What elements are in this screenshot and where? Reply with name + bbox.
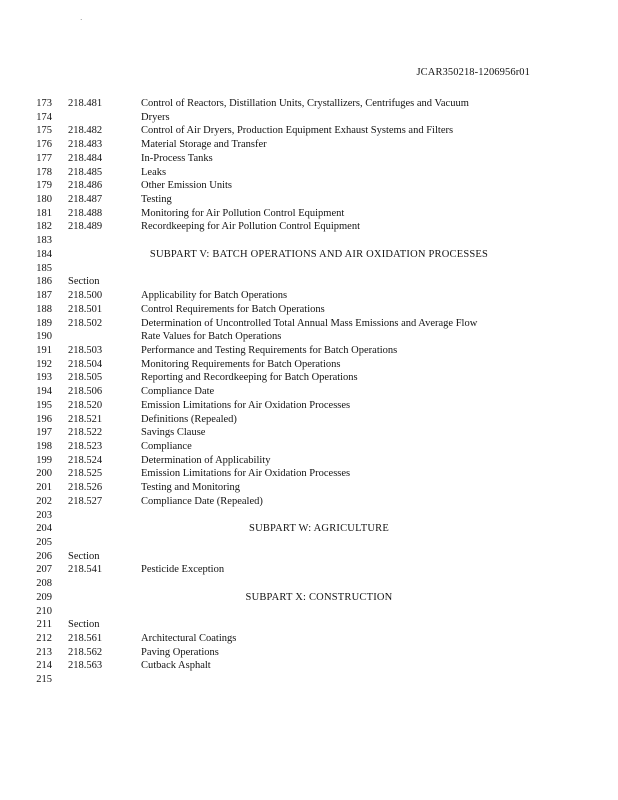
section-title: Control Requirements for Batch Operations: [141, 303, 325, 315]
document-line: [0, 467, 618, 481]
document-line: [0, 659, 618, 673]
line-number: 200: [36, 468, 52, 480]
section-number: 218.526: [68, 482, 103, 494]
section-title: Monitoring for Air Pollution Control Equipment: [141, 207, 345, 219]
section-number: 218.524: [68, 454, 103, 466]
line-number: 189: [36, 317, 52, 329]
section-number: 218.563: [68, 660, 103, 672]
document-line: [0, 509, 618, 523]
document-line: [0, 618, 618, 632]
section-title: Savings Clause: [141, 427, 206, 439]
line-number: 207: [36, 564, 52, 576]
section-title: Testing: [141, 194, 172, 206]
line-number: 208: [36, 578, 52, 590]
line-number: 215: [36, 674, 52, 686]
section-title: Material Storage and Transfer: [141, 139, 267, 151]
section-title: Control of Reactors, Distillation Units, Crystallizers, Centrifuges and Vacuum: [141, 98, 469, 109]
line-number: 198: [36, 440, 52, 452]
line-number: 190: [36, 331, 52, 343]
section-number: 218.521: [68, 413, 103, 425]
document-line: [0, 179, 618, 193]
document-line: [0, 138, 618, 152]
line-number: 212: [36, 633, 52, 645]
section-title: Emission Limitations for Air Oxidation Processes: [141, 399, 351, 411]
section-number: 218.487: [68, 194, 103, 206]
section-number: 218.501: [68, 303, 103, 315]
document-line: [0, 193, 618, 207]
line-number: 204: [36, 523, 52, 535]
line-number: 211: [36, 619, 52, 631]
section-title: Cutback Asphalt: [141, 660, 211, 672]
line-number: 178: [36, 166, 52, 178]
document-line: [0, 344, 618, 358]
section-title: Recordkeeping for Air Pollution Control Equipment: [141, 221, 361, 233]
document-line: [0, 152, 618, 166]
document-line: [0, 440, 618, 454]
line-number: 182: [36, 221, 52, 233]
document-line: [0, 371, 618, 385]
section-title: Architectural Coatings: [141, 633, 237, 645]
document-line: [0, 317, 618, 331]
subpart-heading: SUBPART X: CONSTRUCTION: [245, 591, 393, 603]
line-number: 197: [36, 427, 52, 439]
section-number: 218.525: [68, 468, 103, 480]
section-title: Control of Air Dryers, Production Equipment Exhaust Systems and Filters: [141, 125, 454, 137]
document-line: [0, 522, 618, 536]
document-line: [0, 248, 618, 262]
section-number: 218.483: [68, 139, 103, 151]
document-line: [0, 673, 618, 687]
line-number: 214: [36, 660, 52, 672]
section-label: Section: [68, 550, 100, 562]
section-title: Testing and Monitoring: [141, 482, 241, 494]
document-line: [0, 454, 618, 468]
line-number: 205: [36, 537, 52, 548]
section-title: Performance and Testing Requirements for Batch Operations: [141, 344, 398, 356]
line-number: 206: [36, 550, 52, 562]
document-line: [0, 577, 618, 591]
scan-speck: ·: [80, 16, 83, 24]
line-number: 188: [36, 303, 52, 315]
section-title: Leaks: [141, 166, 167, 178]
section-title: Paving Operations: [141, 646, 219, 658]
section-title: Definitions (Repealed): [141, 413, 237, 425]
section-title: Dryers: [141, 111, 170, 123]
line-number: 176: [36, 139, 52, 151]
document-line: [0, 413, 618, 427]
document-line: [0, 563, 618, 577]
section-number: 218.541: [68, 564, 103, 576]
document-line: [0, 166, 618, 180]
section-number: 218.504: [68, 358, 103, 370]
document-id: JCAR350218-1206956r01: [416, 67, 530, 78]
document-line: [0, 303, 618, 317]
document-line: [0, 605, 618, 619]
document-line: [0, 111, 618, 125]
section-title: Emission Limitations for Air Oxidation Processes: [141, 468, 351, 480]
document-line: [0, 591, 618, 605]
line-number: 199: [36, 454, 52, 466]
section-number: 218.562: [68, 646, 103, 658]
document-line: [0, 399, 618, 413]
section-title: Other Emission Units: [141, 180, 232, 192]
line-number: 183: [36, 235, 52, 247]
section-label: Section: [68, 276, 100, 288]
line-number: 180: [36, 194, 52, 206]
section-number: 218.502: [68, 317, 103, 329]
section-title: Rate Values for Batch Operations: [141, 331, 282, 343]
line-number: 174: [36, 111, 52, 123]
line-number: 193: [36, 372, 52, 384]
line-number: 185: [36, 262, 52, 274]
section-number: 218.506: [68, 386, 103, 398]
section-title: Compliance Date (Repealed): [141, 495, 263, 507]
line-number: 184: [36, 248, 52, 260]
line-number: 186: [36, 276, 52, 288]
section-number: 218.561: [68, 633, 103, 645]
document-line: [0, 646, 618, 660]
line-number: 203: [36, 509, 52, 521]
document-line: [0, 536, 618, 550]
section-title: Compliance: [141, 440, 192, 452]
document-line: [0, 220, 618, 234]
section-number: 218.523: [68, 440, 103, 452]
line-number: 196: [36, 413, 52, 425]
line-number: 201: [36, 482, 52, 494]
section-number: 218.484: [68, 152, 103, 164]
line-number: 181: [36, 207, 52, 219]
section-number: 218.489: [68, 221, 103, 233]
section-label: Section: [68, 619, 100, 631]
line-number: 192: [36, 358, 52, 370]
line-number: 202: [36, 495, 52, 507]
section-number: 218.527: [68, 495, 103, 507]
section-number: 218.488: [68, 207, 103, 219]
section-number: 218.485: [68, 166, 103, 178]
section-title: Determination of Uncontrolled Total Annual Mass Emissions and Average Flow: [141, 317, 478, 329]
line-number: 187: [36, 290, 52, 302]
document-line: [0, 632, 618, 646]
document-line: [0, 550, 618, 564]
section-title: Pesticide Exception: [141, 564, 225, 576]
document-line: [0, 358, 618, 372]
subpart-heading: SUBPART V: BATCH OPERATIONS AND AIR OXIDATION PROCESSES: [149, 248, 489, 260]
section-title: Reporting and Recordkeeping for Batch Operations: [141, 372, 358, 384]
section-number: 218.503: [68, 344, 103, 356]
section-number: 218.500: [68, 290, 103, 302]
document-line: [0, 289, 618, 303]
document-line: [0, 330, 618, 344]
section-title: Determination of Applicability: [141, 454, 271, 466]
line-number: 191: [36, 344, 52, 356]
section-title: Monitoring Requirements for Batch Operations: [141, 358, 341, 370]
section-number: 218.505: [68, 372, 103, 384]
line-number: 175: [36, 125, 52, 137]
section-number: 218.486: [68, 180, 103, 192]
line-number: 179: [36, 180, 52, 192]
line-number: 177: [36, 152, 52, 164]
document-line: [0, 124, 618, 138]
section-title: Applicability for Batch Operations: [141, 290, 288, 302]
subpart-heading: SUBPART W: AGRICULTURE: [249, 523, 389, 535]
numbered-lines: [0, 97, 618, 687]
line-number: 173: [36, 98, 52, 109]
section-title: Compliance Date: [141, 386, 215, 398]
document-line: [0, 385, 618, 399]
section-number: 218.522: [68, 427, 103, 439]
document-line: [0, 426, 618, 440]
line-number: 194: [36, 386, 52, 398]
line-number: 209: [36, 591, 52, 603]
section-number: 218.481: [68, 98, 103, 109]
line-number: 210: [36, 605, 52, 617]
document-line: [0, 234, 618, 248]
document-line: [0, 262, 618, 276]
section-number: 218.482: [68, 125, 103, 137]
section-number: 218.520: [68, 399, 103, 411]
line-number: 195: [36, 399, 52, 411]
document-line: [0, 275, 618, 289]
section-title: In-Process Tanks: [141, 152, 213, 164]
line-number: 213: [36, 646, 52, 658]
document-line: [0, 481, 618, 495]
document-line: [0, 97, 618, 111]
document-line: [0, 207, 618, 221]
document-line: [0, 495, 618, 509]
